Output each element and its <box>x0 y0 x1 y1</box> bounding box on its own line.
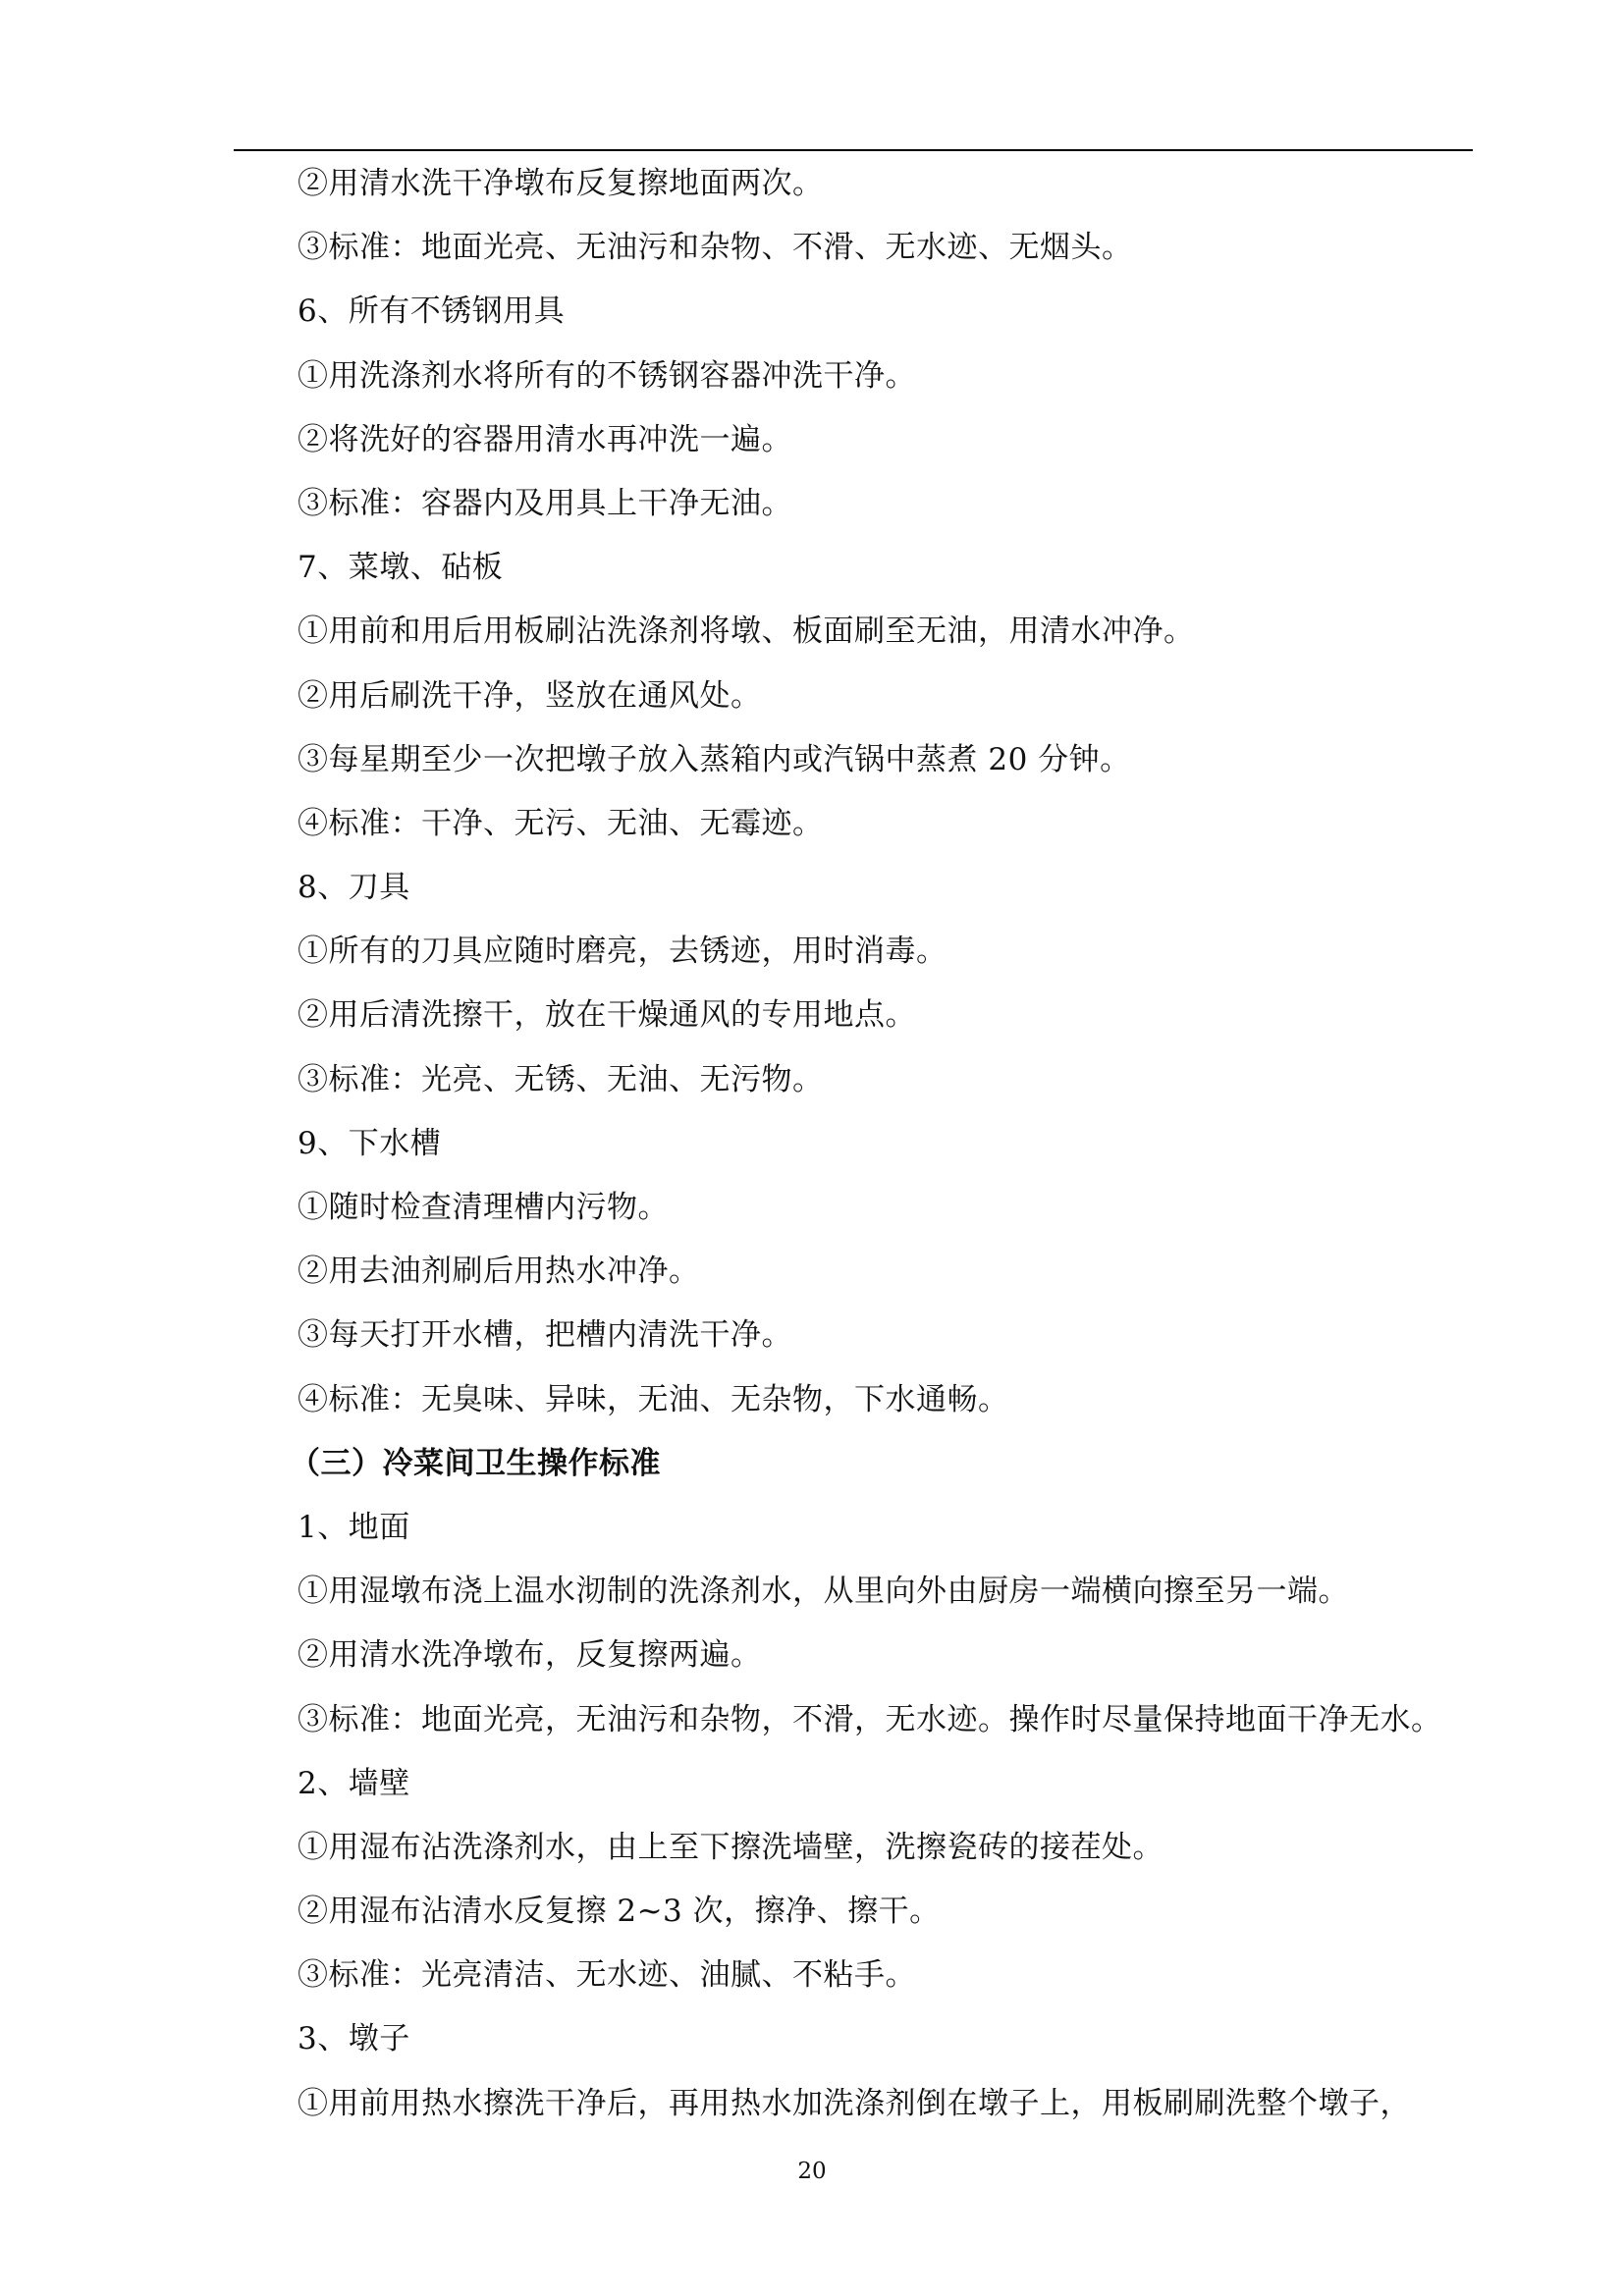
text-line: ④标准：干净、无污、无油、无霉迹。 <box>298 805 824 841</box>
text-line: 1、地面 <box>298 1509 410 1545</box>
text-line: ②用去油剂刷后用热水冲净。 <box>298 1254 700 1290</box>
page-number: 20 <box>797 2159 827 2184</box>
text-line: 2、墙壁 <box>298 1765 410 1801</box>
text-line: ②将洗好的容器用清水再冲洗一遍。 <box>298 421 792 457</box>
text-line: ③标准：光亮清洁、无水迹、油腻、不粘手。 <box>298 1957 916 1994</box>
text-line: ②用清水洗干净墩布反复擦地面两次。 <box>298 166 824 201</box>
text-line: 7、菜墩、砧板 <box>298 550 504 586</box>
text-line: ③每星期至少一次把墩子放入蒸箱内或汽锅中蒸煮 20 分钟。 <box>298 741 1131 777</box>
text-line: ①用洗涤剂水将所有的不锈钢容器冲洗干净。 <box>298 357 916 394</box>
text-line: 3、墩子 <box>298 2021 410 2057</box>
text-line: ③标准：地面光亮，无油污和杂物，不滑，无水迹。操作时尽量保持地面干净无水。 <box>298 1701 1442 1737</box>
text-line: ②用清水洗净墩布，反复擦两遍。 <box>298 1637 762 1674</box>
text-line: ①用湿布沾洗涤剂水，由上至下擦洗墙壁，洗擦瓷砖的接茬处。 <box>298 1829 1164 1865</box>
text-line: ④标准：无臭味、异味，无油、无杂物，下水通畅。 <box>298 1381 1009 1417</box>
text-line: ②用后清洗擦干，放在干燥通风的专用地点。 <box>298 997 916 1034</box>
section-heading: （三）冷菜间卫生操作标准 <box>290 1445 661 1481</box>
text-line: ①所有的刀具应随时磨亮，去锈迹，用时消毒。 <box>298 934 947 970</box>
text-line: ①用前和用后用板刷沾洗涤剂将墩、板面刷至无油，用清水冲净。 <box>298 614 1195 650</box>
text-line: ②用湿布沾清水反复擦 2~3 次，擦净、擦干。 <box>298 1894 941 1930</box>
text-line: ②用后刷洗干净，竖放在通风处。 <box>298 677 762 714</box>
text-line: ③标准：容器内及用具上干净无油。 <box>298 485 792 521</box>
header-rule <box>234 149 1473 151</box>
text-line: 6、所有不锈钢用具 <box>298 294 566 330</box>
text-line: ③每天打开水槽，把槽内清洗干净。 <box>298 1317 792 1354</box>
text-line: ①用前用热水擦洗干净后，再用热水加洗涤剂倒在墩子上，用板刷刷洗整个墩子， <box>298 2085 1411 2121</box>
text-line: ①随时检查清理槽内污物。 <box>298 1190 669 1225</box>
text-line: 9、下水槽 <box>298 1125 442 1161</box>
text-line: ③标准：光亮、无锈、无油、无污物。 <box>298 1061 824 1097</box>
document-body <box>290 152 1495 2136</box>
text-line: ③标准：地面光亮、无油污和杂物、不滑、无水迹、无烟头。 <box>298 230 1133 266</box>
text-line: ①用湿墩布浇上温水沏制的洗涤剂水，从里向外由厨房一端横向擦至另一端。 <box>298 1574 1349 1610</box>
text-line: 8、刀具 <box>298 870 410 906</box>
